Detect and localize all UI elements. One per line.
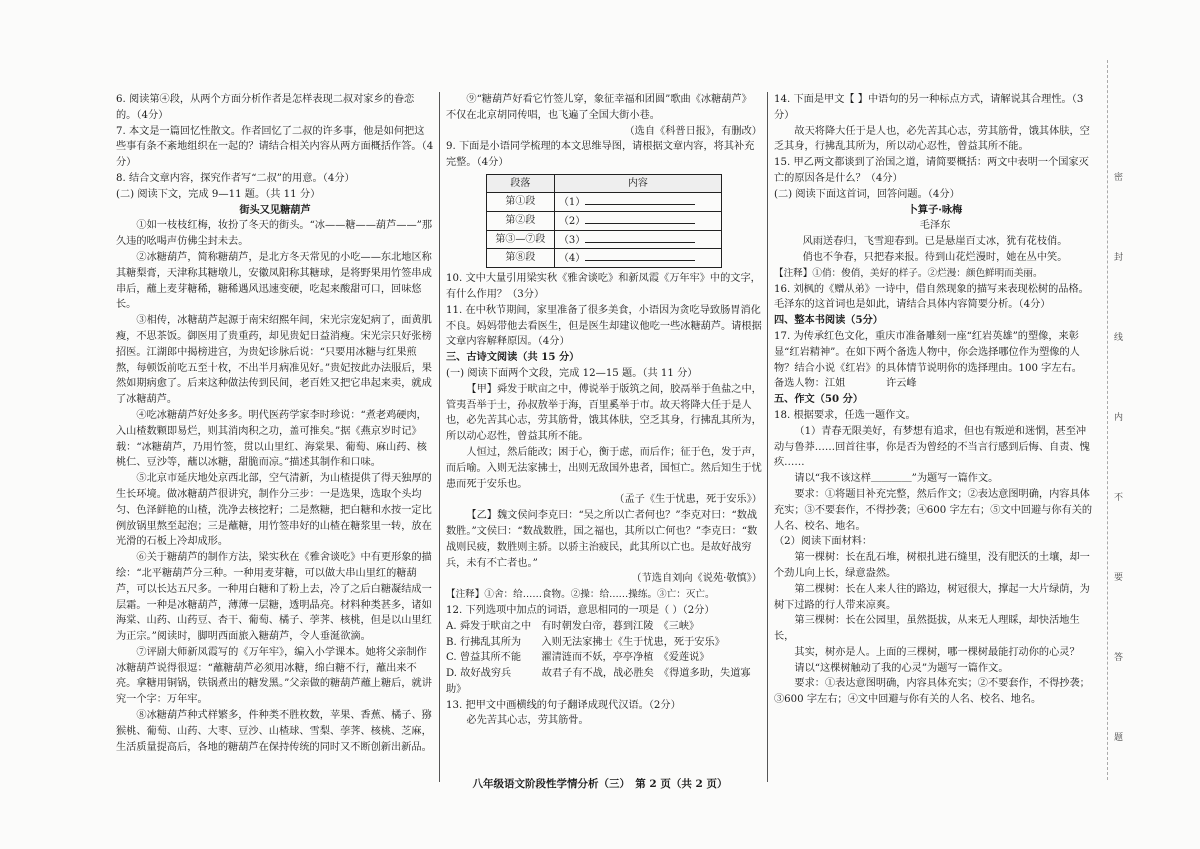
col3-paragraph: 第三棵树：长在公园里，虽然挺拔，从来无人理睬，却快活地生长，	[774, 615, 1080, 643]
col2b-paragraph: 10. 文中大量引用梁实秋《雅舍谈吃》和新凤霞《万年牢》中的文字，有什么作用？（3分）	[446, 273, 761, 300]
table-cell-paragraph: 第③—⑦段	[487, 230, 555, 249]
column-divider	[767, 92, 768, 782]
table-row	[487, 249, 722, 268]
col1-paragraph: ⑤北京市延庆地处京西北部，空气清新，为山楂提供了得天独厚的生长环境。做冰糖葫芦很讲究，制作分三步：一是选果，选取个头均匀、色泽鲜艳的山楂，洗净去核挖籽；二是熬糖，把白糖和水按一定比例放锅里熬至起泡；三是蘸糖，用竹签串好的山楂在糖浆里一转，放在光滑的石板上冷却成形。	[116, 473, 432, 548]
column-left	[116, 92, 434, 760]
col1-paragraph: ⑥关于糖葫芦的制作方法，梁实秋在《雅舍谈吃》中有更形象的描绘：“北平糖葫芦分三种。一种用麦芽糖，可以做大串山里红的糖葫芦，可以长达五尺多。一种用白糖和了粉上去，冷了之后白糖凝结成一层霜。一种是冰糖葫芦，薄薄一层糖，透明晶亮。材料种类甚多，诸如海棠、山药、山药豆、杏干、葡萄、橘子、荸荠、核桃，但是以山里红为正宗。”阅读时，脚明西面旅入糖葫芦，令人垂涎欲滴。	[116, 552, 432, 643]
col2b-paragraph: B. 行拂乱其所为 入则无法家拂士《生于忧患，死于安乐》	[446, 636, 725, 648]
col2b-paragraph: (一) 阅读下面两个文段，完成 12—15 题。（共 11 分）	[446, 367, 698, 379]
binding-margin-label: 线	[1114, 333, 1124, 343]
col3-paragraph: 其实，树亦是人。上面的三棵树，哪一棵树最能打动你的心灵？	[794, 646, 1080, 658]
answer-blank[interactable]	[585, 193, 695, 205]
binding-margin-label: 要	[1114, 573, 1124, 583]
col3-paragraph: 15. 甲乙两文都谈到了治国之道，请简要概括：两文中表明一个国家灭亡的原因各是什么？（4分）	[774, 157, 1089, 184]
table-cell-number: （4）	[558, 253, 586, 265]
col3-paragraph: 故天将降大任于是人也，必先苦其心志，劳其筋骨，饿其体肤，空乏其身，行拂乱其所为，所以动心忍性，曾益其所不能。	[774, 125, 1090, 153]
answer-blank[interactable]	[585, 212, 695, 224]
col3-paragraph: 16. 刘枫的《赠从弟》一诗中，借自然现象的描写来表现松树的品格。毛泽东的这首词也是如此，请结合具体内容简要分析。（4分）	[774, 283, 1089, 311]
col1-paragraph: ②冰糖葫芦，简称糖葫芦，是北方冬天常见的小吃——东北地区称其糖梨膏，天津称其糖墩儿，安徽凤阳称其糖球，是将野果用竹签串成串后，蘸上麦芽糖稀，糖稀遇风迅速变硬，吃起来酸甜可口，回味悠长。	[116, 251, 432, 311]
answer-blank[interactable]	[585, 249, 695, 261]
column-right	[774, 92, 1096, 760]
col3-paragraph: 请以“这棵树触动了我的心灵”为题写一篇作文。	[794, 662, 1009, 674]
table-cell-content[interactable]	[554, 211, 721, 230]
table-cell-paragraph: 第⑧段	[487, 249, 555, 268]
table-row	[487, 230, 722, 249]
col1-paragraph: 8. 结合文章内容，探究作者写“二叔”的用意。（4分）	[116, 172, 355, 184]
table-row	[487, 192, 722, 211]
col3-paragraph: 五、作文（50 分）	[774, 393, 864, 406]
col3-paragraph: （1）青春无限美好，有梦想有追求，但也有叛逆和迷惘，甚至冲动与鲁莽……回首往事，你是否为曾经的不当言行感到后悔、自责、愧疚……	[774, 425, 1090, 469]
col3-paragraph: 第二棵树：长在人来人往的路边，树冠很大，撑起一大片绿荫，为树下过路的行人带来凉爽。	[774, 583, 1090, 611]
col3-paragraph: 卜算子·咏梅	[907, 203, 963, 216]
col2b-paragraph: D. 故好战穷兵 故君子有不战，战必胜矣 《得道多助，失道寡助》	[446, 668, 751, 695]
col2-paragraph: 9. 下面是小语同学梳理的本文思维导图，请根据文章内容，将其补充完整。（4分）	[446, 141, 755, 169]
binding-margin-label: 密	[1114, 173, 1124, 183]
table-cell-content[interactable]	[554, 249, 721, 268]
binding-margin-label: 不	[1114, 493, 1124, 503]
col3-paragraph: 备选人物：江姐 许云峰	[774, 378, 917, 390]
binding-margin-label: 答	[1114, 653, 1124, 663]
col1-paragraph: ③相传，冰糖葫芦起源于南宋绍熙年间，宋光宗宠妃病了，面黄肌瘦，不思茶饭。御医用了贵重药，却见贵妃日益消瘦。宋光宗只好张榜招医。江湖郎中揭榜进宫，为贵妃诊脉后说：“只要用冰糖与红果煎熬，每顿饭前吃五至十枚，不出半月病准见好。”贵妃按此办法服后，果然如期病愈了。后来这种做法传到民间，老百姓又把它串起来卖，就成了冰糖葫芦。	[116, 315, 432, 406]
col2b-paragraph: （节选自刘向《说苑·敬慎》）	[631, 573, 762, 585]
col3-paragraph: 14. 下面是甲文【 】中语句的另一种标点方式，请解说其合理性。（3分）	[774, 94, 1084, 121]
table-row	[487, 211, 722, 230]
binding-margin-label: 封	[1114, 253, 1124, 263]
col1-paragraph: 7. 本文是一篇回忆性散文。作者回忆了二叔的许多事，他是如何把这些事有条不紊地组织在一起的？请结合相关内容从两方面概括作答。（4分）	[116, 125, 434, 169]
col2b-paragraph: （孟子《生于忧患，死于安乐》）	[614, 494, 762, 506]
col1-paragraph: 街头又见糖葫芦	[239, 203, 311, 216]
col2b-paragraph: 三、古诗文阅读（共 15 分）	[446, 351, 580, 364]
col2b-paragraph: 【乙】魏文侯问李克曰：“吴之所以亡者何也？”李克对曰：“数战数胜。”文侯曰：“数战数胜，国之福也，其所以亡何也？”李克曰：“数战则民疲，数胜则主骄。以骄主治疲民，此其所以亡也。是故好战穷兵，未有不亡者也。”	[446, 510, 758, 569]
col3-paragraph: 18. 根据要求，任选一题作文。	[774, 409, 916, 421]
column-divider	[439, 92, 440, 782]
table-header-content: 内容	[554, 174, 721, 192]
binding-margin-label: 内	[1114, 413, 1124, 423]
col3-paragraph: （2）阅读下面材料：	[774, 536, 873, 548]
binding-margin	[1107, 60, 1130, 780]
table-cell-content[interactable]	[554, 192, 721, 211]
col3-paragraph: 17. 为传承红色文化，重庆市准备雕刻一座“红岩英雄”的塑像，来彰显“红岩精神”。在如下两个备选人物中，你会选择哪位作为塑像的人物？结合小说《红岩》的具体情节说明你的选择理由。100 字左右。	[774, 330, 1082, 374]
col3-paragraph: 请以“我不该这样＿＿＿＿”为题写一篇作文。	[794, 473, 999, 485]
col2b-paragraph: 13. 把甲文中画横线的句子翻译成现代汉语。（2分）	[446, 699, 681, 711]
col2b-paragraph: 人恒过，然后能改；困于心，衡于虑，而后作；征于色，发于声，而后喻。入则无法家拂士，出则无敌国外患者，国恒亡。然后知生于忧患而死于安乐也。	[446, 446, 762, 490]
col2-paragraph: ⑨“糖葫芦好看它竹签儿穿，象征幸福和团圆”歌曲《冰糖葫芦》不仅在北京胡同传唱，也飞遍了全国大街小巷。	[446, 94, 752, 121]
col2-paragraph: （选自《科普日报》，有删改）	[624, 125, 762, 137]
col1-paragraph: (二) 阅读下文，完成 9—11 题。（共 11 分）	[116, 188, 321, 200]
table-cell-number: （1）	[558, 196, 586, 208]
col2b-paragraph: A. 舜发于畎亩之中 有时朝发白帝，暮到江陵 《三峡》	[446, 620, 700, 632]
col3-paragraph: 要求：①将题目补充完整，然后作文；②表达意图明确，内容具体充实；③不要套作，不得抄袭；④600 字左右；⑤文中回避与你有关的人名、校名、地名。	[774, 488, 1093, 532]
col1-paragraph: ⑧冰糖葫芦种式样繁多，件种类不胜枚数，苹果、香蕉、橘子、猕猴桃、葡萄、山药、大枣、豆沙、山楂球、雪梨、荸荠、核桃、芝麻，生活质量提高后，各地的糖葫芦在保持传统的同时又不断创新出新品。	[116, 710, 432, 753]
column-middle	[446, 92, 762, 760]
table-cell-content[interactable]	[554, 230, 721, 249]
col1-paragraph: ④吃冰糖葫芦好处多多。明代医药学家李时珍说：“煮老鸡硬肉，入山楂数颗即易烂，则其消肉积之功，盖可推矣。”据《燕京岁时记》载：“冰糖葫芦，乃用竹签，贯以山里红、海棠果、葡萄、麻山药、核桃仁、豆沙等，蘸以冰糖，甜脆而凉。”描述其制作和口味。	[116, 409, 427, 469]
col3-paragraph: (二) 阅读下面这首词，回答问题。（4分）	[774, 188, 960, 200]
col2b-paragraph: 12. 下列选项中加点的词语，意思相同的一项是（ ）（2分）	[446, 604, 715, 616]
col3-paragraph: 风雨送春归，飞雪迎春到。已是悬崖百丈冰，犹有花枝俏。	[802, 236, 1068, 248]
col1-paragraph: 6. 阅读第④段，从两个方面分析作者是怎样表现二叔对家乡的眷恋的。（4分）	[116, 94, 415, 121]
col2b-paragraph: 必先苦其心志，劳其筋骨。	[466, 715, 589, 727]
table-cell-paragraph: 第①段	[487, 192, 555, 211]
table-cell-paragraph: 第②段	[487, 211, 555, 230]
col2b-paragraph: 【注释】①舍：给……食物。②操：给……操练。③亡：灭亡。	[446, 589, 715, 601]
col1-paragraph: ⑦评剧大师新凤霞写的《万年牢》，编入小学课本。她将父亲制作冰糖葫芦说得很逗：“蘸糖葫芦必须用冰糖，绵白糖不行，蘸出来不亮。拿糖用铜锅，铁锅煮出的糖发黑。”父亲做的糖葫芦蘸上糖后，就讲究一个字：万年牢。	[116, 646, 432, 706]
page-footer: 八年级语文阶段性学情分析（三） 第 2 页（共 2 页）	[472, 778, 728, 790]
binding-margin-label: 题	[1114, 733, 1124, 743]
mind-map-table	[486, 174, 722, 268]
col2b-paragraph: C. 曾益其所不能 濯清涟而不妖，亭亭净植 《爱莲说》	[446, 652, 710, 664]
col3-paragraph: 【注释】①俏：俊俏，美好的样子。②烂漫：颜色鲜明而美丽。	[774, 267, 1043, 279]
col3-paragraph: 第一棵树：长在乱石堆，树根扎进石缝里，没有肥沃的土壤，却一个劲儿向上长，绿意盎然。	[774, 552, 1090, 579]
answer-blank[interactable]	[585, 231, 695, 243]
col2b-paragraph: 11. 在中秋节期间，家里准备了很多美食，小语因为贪吃导致肠胃消化不良。妈妈带他去看医生，但是医生却建议他吃一些冰糖葫芦。请根据文章内容解释原因。（4分）	[446, 304, 762, 348]
table-cell-number: （3）	[558, 234, 586, 246]
col3-paragraph: 毛泽东	[919, 220, 951, 232]
col2b-paragraph: 【甲】舜发于畎亩之中，傅说举于版筑之间，胶鬲举于鱼盐之中，管夷吾举于士，孙叔敖举于海，百里奚举于市。故天将降大任于是人也，必先苦其心志，劳其筋骨，饿其体肤，空乏其身，行拂乱其所为，所以动心忍性，曾益其所不能。	[446, 383, 762, 443]
table-header-paragraph: 段落	[487, 174, 555, 192]
col3-paragraph: 俏也不争春，只把春来报。待到山花烂漫时，她在丛中笑。	[802, 251, 1068, 263]
col3-paragraph: 四、整本书阅读（5分）	[774, 314, 883, 327]
table-cell-number: （2）	[558, 215, 586, 227]
col1-paragraph: ①如一枝枝红梅，妆扮了冬天的街头。“冰——糖——葫芦——”那久违的吆喝声仿佛尘封未去。	[116, 220, 433, 248]
col3-paragraph: 要求：①表达意图明确，内容具体充实；②不要套作，不得抄袭；③600 字左右；④文中回避与你有关的人名、校名、地名。	[774, 678, 1090, 706]
